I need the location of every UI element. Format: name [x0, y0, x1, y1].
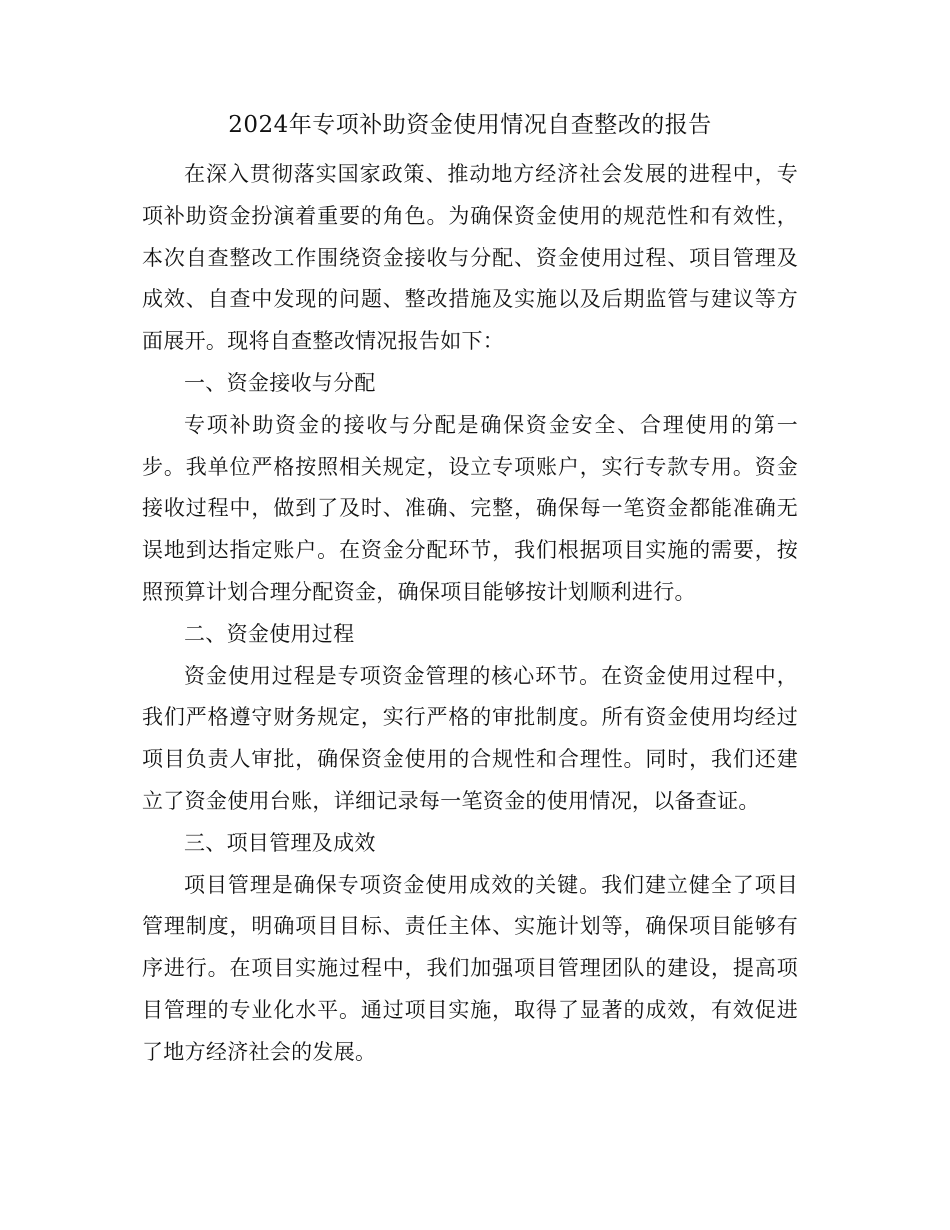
section-body-1: 专项补助资金的接收与分配是确保资金安全、合理使用的第一步。我单位严格按照相关规定，设立专项账户，实行专款专用。资金接收过程中，做到了及时、准确、完整，确保每一笔资金都能准确无误地到达指定账户。在资金分配环节，我们根据项目实施的需要，按照预算计划合理分配资金，确保项目能够按计划顺利进行。: [142, 412, 798, 604]
intro-paragraph: 在深入贯彻落实国家政策、推动地方经济社会发展的进程中，专项补助资金扮演着重要的角色。为确保资金使用的规范性和有效性，本次自查整改工作围绕资金接收与分配、资金使用过程、项目管理及成效、自查中发现的问题、整改措施及实施以及后期监管与建议等方面展开。现将自查整改情况报告如下：: [142, 162, 798, 354]
section-body-2: 资金使用过程是专项资金管理的核心环节。在资金使用过程中，我们严格遵守财务规定，实行严格的审批制度。所有资金使用均经过项目负责人审批，确保资金使用的合规性和合理性。同时，我们还建立了资金使用台账，详细记录每一笔资金的使用情况，以备查证。: [142, 663, 798, 813]
document-title: 2024年专项补助资金使用情况自查整改的报告: [228, 112, 712, 138]
section-heading-3: 三、项目管理及成效: [184, 830, 376, 855]
section-body-3: 项目管理是确保专项资金使用成效的关键。我们建立健全了项目管理制度，明确项目目标、责任主体、实施计划等，确保项目能够有序进行。在项目实施过程中，我们加强项目管理团队的建设，提高项目管理的专业化水平。通过项目实施，取得了显著的成效，有效促进了地方经济社会的发展。: [142, 872, 798, 1064]
section-heading-1: 一、资金接收与分配: [184, 370, 376, 395]
section-heading-2: 二、资金使用过程: [184, 621, 355, 646]
